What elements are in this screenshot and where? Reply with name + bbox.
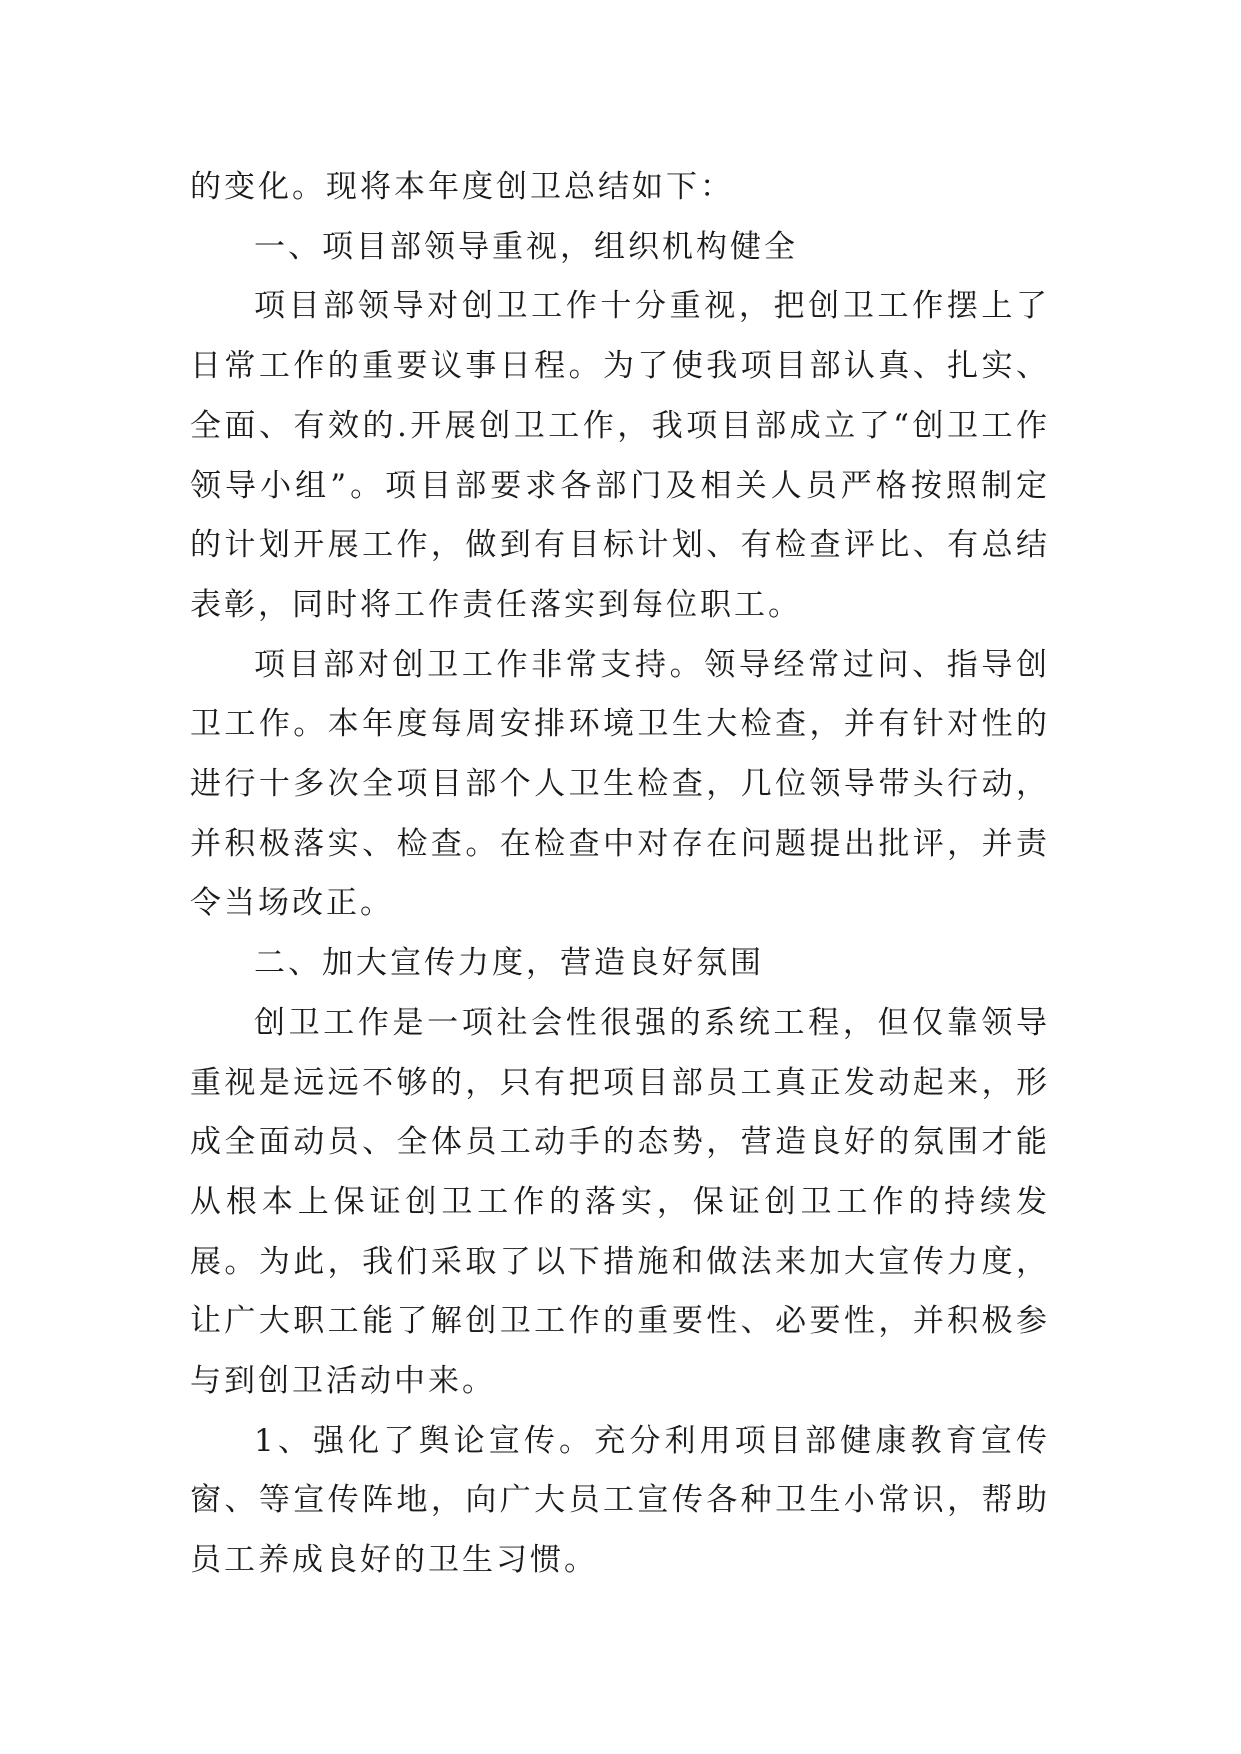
section-heading-1: 一、项目部领导重视，组织机构健全 [254, 228, 798, 265]
paragraph-support: 项目部对创卫工作非常支持。领导经常过问、指导创卫工作。本年度每周安排环境卫生大检查，并有针对性的进行十多次全项目部个人卫生检查，几位领导带头行动，并积极落实、检查。在检查中对存在问题提出批评，并责令当场改正。 [190, 646, 1050, 922]
paragraph-publicity: 创卫工作是一项社会性很强的系统工程，但仅靠领导重视是远远不够的，只有把项目部员工真正发动起来，形成全面动员、全体员工动手的态势，营造良好的氛围才能从根本上保证创卫工作的落实，保证创卫工作的持续发展。为此，我们采取了以下措施和做法来加大宣传力度，让广大职工能了解创卫工作的重要性、必要性，并积极参与到创卫活动中来。 [190, 1004, 1050, 1400]
paragraph-leadership: 项目部领导对创卫工作十分重视，把创卫工作摆上了日常工作的重要议事日程。为了使我项目部认真、扎实、全面、有效的.开展创卫工作，我项目部成立了“创卫工作领导小组”。项目部要求各部门及相关人员严格按照制定的计划开展工作，做到有目标计划、有检查评比、有总结表彰，同时将工作责任落实到每位职工。 [190, 288, 1050, 623]
document-body [190, 158, 1050, 1591]
paragraph-continuation: 的变化。现将本年度创卫总结如下： [190, 169, 734, 205]
section-heading-2: 二、加大宣传力度，营造良好氛围 [254, 945, 764, 982]
paragraph-item-1: 1、强化了舆论宣传。充分利用项目部健康教育宣传窗、等宣传阵地，向广大员工宣传各种卫生小常识，帮助员工养成良好的卫生习惯。 [190, 1422, 1050, 1579]
